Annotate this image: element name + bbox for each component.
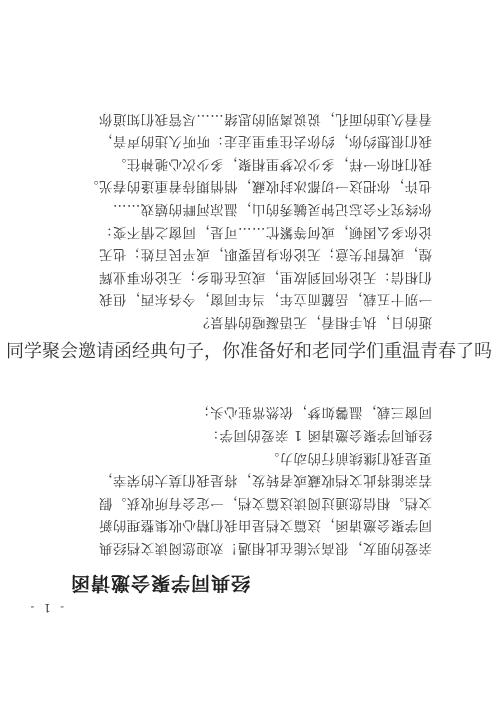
text-line: 看看久违的面孔，说说离别的思绪……尽管我们知道你 — [98, 110, 432, 126]
text-line: 逝的日，执手相看，无语凝噎的情景？ — [195, 314, 432, 330]
text-line: 文档。相信您通过阅读这篇文档，一定会有所收获。假 — [98, 494, 432, 510]
document-body — [68, 106, 432, 558]
text-line: 若亲能将此文档收藏或者转发，将是我们莫大的荣幸， — [98, 472, 432, 488]
text-line: 也许，你把这一切都冰封收藏，悄悄期待着重逢的春光。 — [84, 178, 432, 194]
text-line: 亲爱的朋友，很高兴能在此相遇！欢迎您阅读文档经典 — [98, 540, 432, 555]
text-line: 你终究不会忘记钟灵毓秀的山，温凉河畔的嬉戏…… — [112, 201, 432, 217]
text-line: 煌，或暂时失意；无论你身居要职，或平民百姓；也无 — [98, 246, 432, 262]
text-line: 我们很想约你，约你去往事里走走：听听久违的声音， — [98, 133, 432, 149]
text-line: 一别十五载，岳麓而立年，当年同窗，今各东西，但我 — [98, 291, 432, 307]
text-line: 更是我们继续前行的动力。 — [265, 449, 432, 465]
text-line: 们相信：无论你回到故里，或远在他乡；无论你事业辉 — [98, 268, 432, 284]
text-line: 同窗三载，温馨如梦，依然常驻心头； — [195, 404, 432, 420]
text-line: 经典同学聚会邀请函 1 亲爱的同学： — [205, 427, 432, 443]
text-line: 论你多么困顿，或何等繁忙……可是，同窗之情不变： — [98, 223, 432, 239]
document-title: 经典同学聚会邀请函 — [70, 572, 251, 594]
text-line: 我们和你一样，多少次梦里相聚，多少次心驰神往。 — [112, 155, 432, 171]
page-number: - 1 - — [27, 601, 64, 614]
overlay-caption: 同学聚会邀请函经典句子，你准备好和老同学们重温青春了吗 — [0, 336, 500, 367]
text-line — [68, 377, 432, 400]
text-line: 同学聚会邀请函，这篇文档是由我们精心收集整理的新 — [98, 517, 432, 533]
